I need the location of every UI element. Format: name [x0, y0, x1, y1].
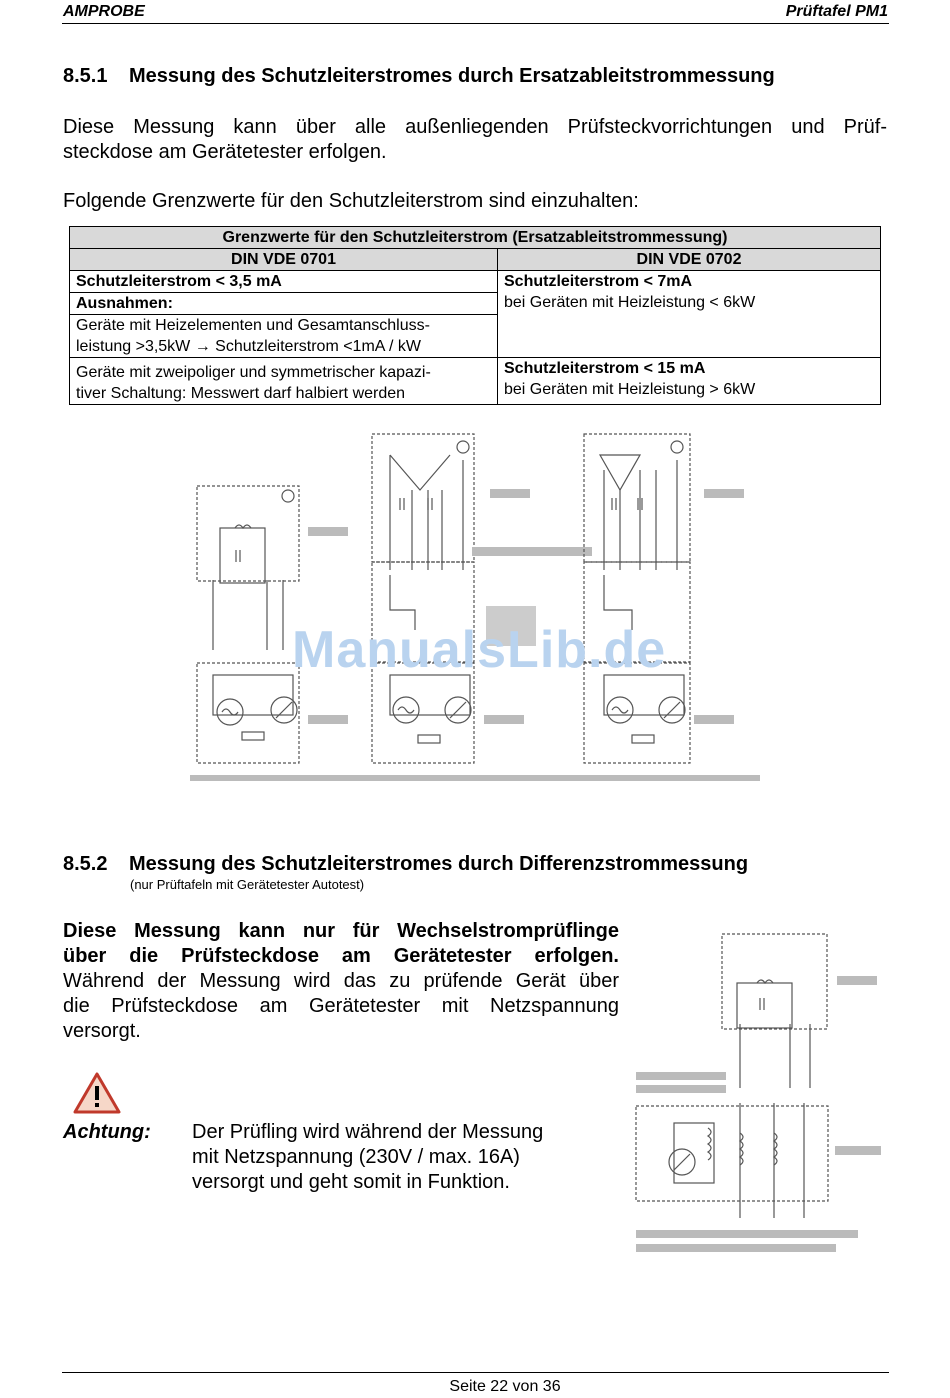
table-cell-0702-limit-low [498, 271, 881, 358]
limit-low-bold: Schutzleiterstrom < 7mA [504, 273, 693, 290]
warning-line-1: Der Prüfling wird während der Messung [192, 1121, 544, 1143]
heating-line-1: Geräte mit Heizelementen und Gesamtanschluss- [76, 317, 430, 334]
text-line-2: die Prüfsteckdose am Gerätetester mit Netzspannung [63, 995, 619, 1017]
limit-high-bold: Schutzleiterstrom < 15 mA [504, 360, 706, 377]
footer-rule [62, 1372, 889, 1373]
table-cell-heating [70, 315, 498, 358]
bold-line-2: über die Prüfsteckdose am Gerätetester erfolgen. [63, 945, 619, 967]
intro-line-2: steckdose am Gerätetester erfolgen. [63, 141, 387, 163]
bold-line-1: Diese Messung kann nur für Wechselstromprüflinge [63, 920, 619, 942]
section-heading-852 [63, 853, 748, 876]
table-col-vde0701: DIN VDE 0701 [70, 249, 498, 271]
section-subtitle: (nur Prüftafeln mit Gerätetester Autotest) [130, 877, 365, 892]
table-cell-0701-limit: Schutzleiterstrom < 3,5 mA [70, 271, 498, 293]
warning-text [192, 1120, 543, 1195]
limit-low-text: bei Geräten mit Heizleistung < 6kW [504, 294, 756, 311]
section-heading-851 [63, 65, 775, 88]
table-title: Grenzwerte für den Schutzleiterstrom (Ersatzableitstrommessung) [70, 227, 881, 249]
symmetric-line-2: tiver Schaltung: Messwert darf halbiert werden [76, 385, 406, 402]
intro-line-1: Diese Messung kann über alle außenliegenden Prüfsteckvorrichtungen und Prüf- [63, 116, 887, 138]
circuit-diagram-three-phase-star [372, 434, 592, 763]
circuit-diagram-differential [632, 928, 892, 1258]
circuit-diagram-three-phase-delta [584, 434, 744, 763]
text-line-1: Während der Messung wird das zu prüfende Gerät über [63, 970, 619, 992]
header-doc-title: Prüftafel PM1 [785, 3, 888, 20]
differential-paragraph [63, 919, 619, 1044]
table-cell-exceptions: Ausnahmen: [70, 293, 498, 315]
warning-triangle-icon [73, 1072, 121, 1119]
text-line-3: versorgt. [63, 1020, 141, 1042]
symmetric-line-1: Geräte mit zweipoliger und symmetrischer kapazi- [76, 364, 431, 381]
warning-line-3: versorgt und geht somit in Funktion. [192, 1171, 510, 1193]
watermark: ManualsLib.de [292, 621, 667, 679]
warning-line-2: mit Netzspannung (230V / max. 16A) [192, 1146, 520, 1168]
intro-paragraph [63, 115, 887, 165]
section-number: 8.5.1 [63, 65, 108, 87]
page-number: Seite 22 von 36 [449, 1378, 561, 1395]
table-cell-symmetric [70, 358, 498, 405]
heating-line-2: leistung >3,5kW → Schutzleiterstrom <1mA / kW [76, 338, 422, 355]
limits-table [69, 226, 881, 405]
header-rule [62, 23, 889, 24]
section-number: 8.5.2 [63, 853, 108, 875]
table-cell-0702-limit-high [498, 358, 881, 405]
limits-intro: Folgende Grenzwerte für den Schutzleiterstrom sind einzuhalten: [63, 190, 639, 212]
header-brand: AMPROBE [63, 3, 145, 20]
section-title: Messung des Schutzleiterstromes durch Differenzstrommessung [129, 853, 749, 875]
circuit-diagrams-ersatzableitstrom [180, 430, 780, 790]
limit-high-text: bei Geräten mit Heizleistung > 6kW [504, 381, 756, 398]
section-title: Messung des Schutzleiterstromes durch Ersatzableitstrommessung [129, 65, 775, 87]
table-col-vde0702: DIN VDE 0702 [498, 249, 881, 271]
warning-label: Achtung: [63, 1121, 151, 1143]
